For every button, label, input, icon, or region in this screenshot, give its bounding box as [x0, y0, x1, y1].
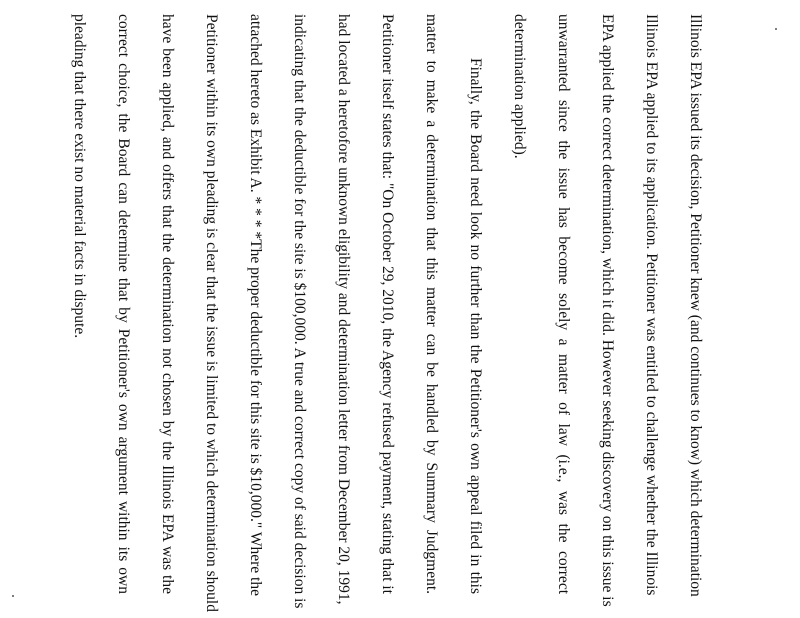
- scan-speck: [775, 28, 777, 30]
- text-line-3: EPA applied the correct determination, which it did. However seeking discovery on this issue is: [599, 14, 616, 607]
- text-line-2: Illinois EPA applied to its application. Petitioner was entitled to challenge whether the Illinois: [643, 14, 660, 596]
- text-line-15: pleading that there exist no material facts in dispute.: [71, 14, 88, 339]
- text-line-12: Petitioner within its own pleading is clear that the issue is limited to which determination should: [203, 14, 220, 612]
- text-line-9: had located a heretofore unknown eligibility and determination letter from December 20, 1991,: [335, 14, 352, 605]
- text-line-6: Finally, the Board need look no further than the Petitioner's own appeal filed in this: [467, 58, 484, 594]
- scan-speck: [12, 595, 14, 597]
- text-line-5: determination applied).: [511, 14, 528, 159]
- rotated-text-block: [71, 14, 706, 612]
- text-line-8: Petitioner itself states that: "On October 29, 2010, the Agency refused payment, stating that it: [379, 14, 396, 594]
- text-line-14: correct choice, the Board can determine that by Petitioner's own argument within its own: [115, 14, 132, 594]
- text-line-10: indicating that the deductible for the site is $100,000. A true and correct copy of said decision is: [291, 14, 308, 609]
- text-line-7: matter to make a determination that this matter can be handled by Summary Judgment.: [423, 14, 440, 594]
- text-line-4: unwarranted since the issue has become solely a matter of law (i.e., was the correct: [555, 14, 572, 594]
- text-line-13: have been applied, and offers that the determination not chosen by the Illinois EPA was the: [159, 14, 176, 594]
- text-line-1: Illinois EPA issued its decision, Petitioner knew (and continues to know) which determination: [687, 14, 704, 597]
- text-line-11: attached hereto as Exhibit A. * * * *The proper deductible for this site is $10,000." Where the: [247, 14, 264, 596]
